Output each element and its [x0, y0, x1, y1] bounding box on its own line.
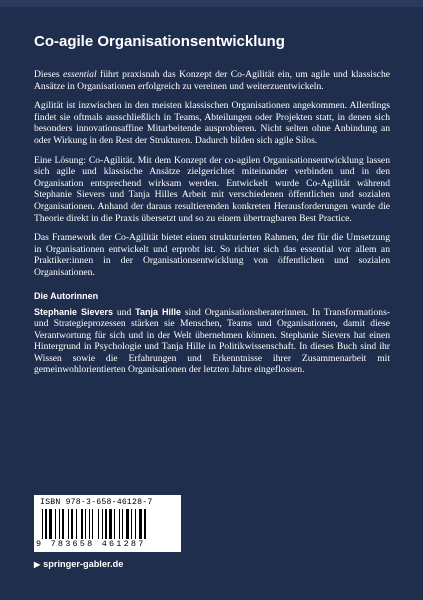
- barcode-bar: [81, 509, 83, 539]
- back-cover-content: [34, 33, 390, 384]
- barcode-bar: [105, 509, 107, 539]
- intro-text-end: führt praxisnah das Konzept der Co-Agilität ein, um agile und klassische Ansätze in Organisationen erfolgreich zu vereinen und weiterzuentwickeln.: [34, 69, 390, 92]
- paragraph-framework: Das Framework der Co-Agilität bietet einen strukturierten Rahmen, der für die Umsetzung in Organisationen entwickelt und erprobt ist. So richtet sich das essential vor allem an Praktiker:innen in der Organisationsentwicklung von öffentlichen und sozialen Organisationen.: [34, 232, 390, 278]
- authors-connector: und: [113, 306, 136, 318]
- barcode-bars: [42, 509, 174, 539]
- intro-emphasis: essential: [63, 69, 97, 80]
- barcode-bar: [92, 509, 93, 539]
- barcode-bar: [122, 509, 123, 539]
- triangle-right-icon: ▶: [34, 560, 41, 569]
- intro-text-start: Dieses: [34, 69, 64, 80]
- isbn-label: ISBN 978-3-658-46128-7: [40, 498, 153, 507]
- barcode-bar: [49, 509, 52, 539]
- publisher-website-link[interactable]: [34, 559, 123, 569]
- barcode-bar: [45, 509, 47, 539]
- barcode-bar: [119, 509, 120, 539]
- barcode-bar: [55, 509, 56, 539]
- paragraph-agilitaet: Agilität ist inzwischen in den meisten klassischen Organisationen angekommen. Allerdings findet sie oftmals ausschließlich in Teams, Abteilungen oder Projekten statt, in denen sich besonders innovationsaffine Mitarbeitende ausprobieren. Nicht selten ohne Anbindung an oder Wirkung in den Rest der Strukturen. Dadurch bilden sich agile Silos.: [34, 100, 390, 146]
- book-title: Co-agile Organisationsentwicklung: [34, 33, 285, 50]
- barcode-bar: [71, 509, 73, 539]
- barcode-bar: [139, 509, 142, 539]
- barcode-bar: [114, 509, 115, 539]
- barcode-bar: [102, 509, 103, 539]
- barcode-bar: [59, 509, 60, 539]
- barcode-bar: [126, 509, 129, 539]
- barcode-bar: [109, 509, 112, 539]
- ean-digits: 9 783658 461287: [36, 539, 146, 549]
- intro-paragraph: [34, 69, 390, 92]
- barcode-bar: [144, 509, 146, 539]
- isbn-barcode: [34, 495, 181, 552]
- authors-heading: Die Autorinnen: [34, 290, 99, 301]
- barcode-bar: [68, 509, 69, 539]
- barcode-bar: [76, 509, 77, 539]
- barcode-bar: [89, 509, 90, 539]
- barcode-bar: [131, 509, 132, 539]
- author-name-sievers: Stephanie Sievers: [34, 306, 114, 317]
- barcode-bar: [135, 509, 136, 539]
- website-text: springer-gabler.de: [43, 559, 124, 569]
- top-accent-band: [0, 0, 423, 7]
- authors-bio: sind Organisationsberaterinnen. In Transformations- und Strategieprozessen stärken sie Menschen, Teams und Organisationen, damit diese Verantwortung für sich und in der Welt übernehmen können. Stephanie Sievers hat einen Hintergrund in Psychologie und Tanja Hille in Politikwissenschaft. In dieses Buch sind ihr Wissen sowie die Erfahrungen und Erkenntnisse ihrer Zusammenarbeit mit gemeinwohlorientierten Organisationen der letzten Jahre eingeflossen.: [34, 306, 390, 376]
- paragraph-loesung: Eine Lösung: Co-Agilität. Mit dem Konzept der co-agilen Organisationsentwicklung lassen sich agile und klassische Ansätze zielgerichtet miteinander verbinden und in den Organisation entsprechend wirksam werden. Entwickelt wurde Co-Agilität während Stephanie Sievers und Tanja Hilles Arbeit mit verschiedenen öffentlichen und sozialen Organisationen. Anhand der daraus resultierenden konkreten Herausforderungen wurde die Theorie direkt in die Praxis übersetzt und so zu einem übertragbaren Best Practice.: [34, 154, 390, 224]
- authors-paragraph: [34, 307, 390, 377]
- author-name-hille: Tanja Hille: [135, 306, 181, 317]
- barcode-bar: [42, 509, 43, 539]
- barcode-bar: [62, 509, 64, 539]
- barcode-bar: [85, 509, 86, 539]
- barcode-bar: [98, 509, 99, 539]
